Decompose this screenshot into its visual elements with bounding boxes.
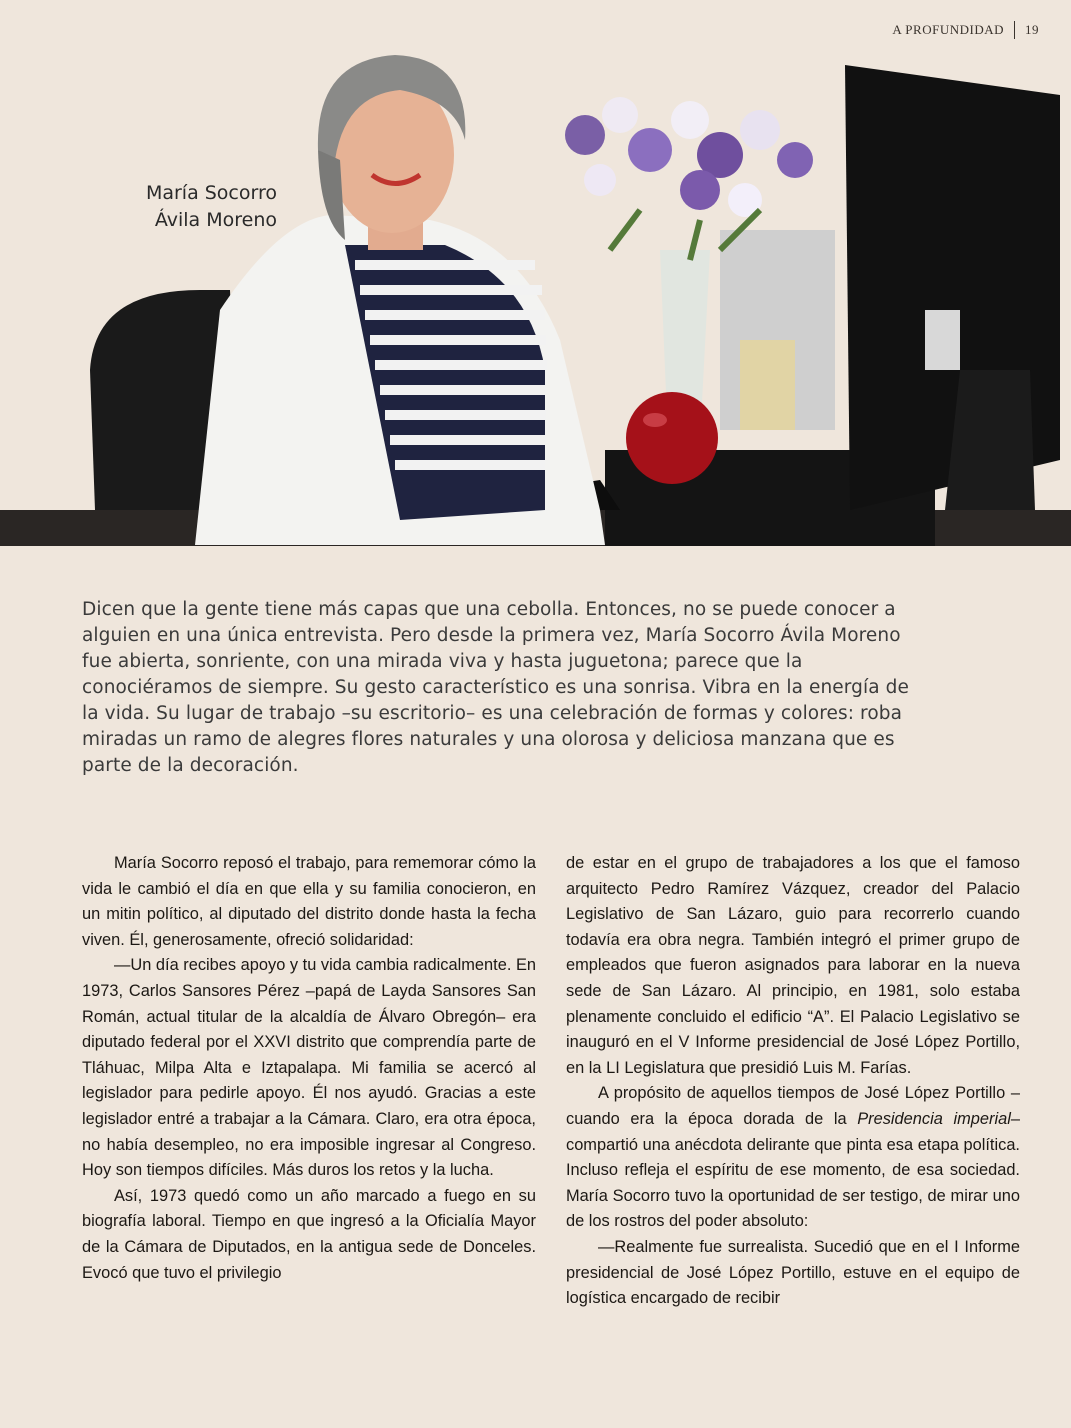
body-text: – compartió una anécdota delirante que pinta esa etapa política. Incluso refleja el espíritu de ese momento, de esa sociedad. María Socorro tuvo la oportunidad de ser testigo, de mirar uno de los rostros del poder absoluto: [566, 1109, 1020, 1231]
caption-line-2: Ávila Moreno [154, 209, 277, 231]
emphasis-text: Presidencia imperial [857, 1109, 1011, 1128]
running-header [892, 21, 1039, 39]
body-paragraph: —Realmente fue surrealista. Sucedió que en el I Informe presidencial de José López Portillo, estuve en el equipo de logística encargado de recibir [566, 1237, 1020, 1308]
body-paragraph: María Socorro reposó el trabajo, para rememorar cómo la vida le cambió el día en que ella y su familia conocieron, en un mitin político, al diputado del distrito donde hasta la fecha viven. Él, generosamente, ofreció solidaridad: [82, 854, 536, 949]
photo-caption [146, 180, 277, 234]
page-number: 19 [1025, 22, 1039, 37]
body-paragraph [566, 1081, 1020, 1235]
lead-paragraph: Dicen que la gente tiene más capas que una cebolla. Entonces, no se puede conocer a alguien en una única entrevista. Pero desde la primera vez, María Socorro Ávila Moreno fue abierta, sonriente, con una mirada viva y hasta juguetona; parece que la conociéramos de siempre. Su gesto característico es una sonrisa. Vibra en la energía de la vida. Su lugar de trabajo –su escritorio– es una celebración de formas y colores: roba miradas un ramo de alegres flores naturales y una olorosa y deliciosa manzana que es parte de la decoración. [82, 599, 909, 776]
section-title: A PROFUNDIDAD [892, 22, 1004, 37]
body-column-right [566, 851, 1020, 1312]
body-paragraph: de estar en el grupo de trabajadores a los que el famoso arquitecto Pedro Ramírez Vázquez, creador del Palacio Legislativo de San Lázaro, guio para recorrerlo cuando todavía era obra negra. También integró el primer grupo de empleados que fueron asignados para laborar en la nueva sede de San Lázaro. Al principio, en 1981, solo estaba plenamente concluido el edificio “A”. El Palacio Legislativo se inauguró en el V Informe presidencial de José López Portillo, en la LI Legislatura que presidió Luis M. Farías. [566, 854, 1020, 1077]
caption-line-1: María Socorro [145, 182, 277, 204]
portrait-photo [0, 40, 1071, 546]
body-text: A propósito de aquellos tiempos de José López Portillo –cuando era la época dorada de la [566, 1084, 1020, 1128]
body-paragraph: Así, 1973 quedó como un año marcado a fuego en su biografía laboral. Tiempo en que ingresó a la Oficialía Mayor de la Cámara de Diputados, en la antigua sede de Donceles. Evocó que tuvo el privilegio [82, 1186, 536, 1282]
body-column-left [82, 851, 536, 1286]
apple-shape [626, 392, 718, 484]
body-paragraph: —Un día recibes apoyo y tu vida cambia radicalmente. En 1973, Carlos Sansores Pérez –papá de Layda Sansores San Román, actual titular de la alcaldía de Álvaro Obregón– era diputado federal por el XXVI distrito que comprendía parte de Tláhuac, Milpa Alta e Iztapalapa. Mi familia se acercó al legislador para pedirle apoyo. Él nos ayudó. Gracias a este legislador entré a trabajar a la Cámara. Claro, era otra época, no había desempleo, no era imposible ingresar al Congreso. Hoy son tiempos difíciles. Más duros los retos y la lucha. [82, 956, 536, 1180]
header-divider [1014, 21, 1015, 39]
